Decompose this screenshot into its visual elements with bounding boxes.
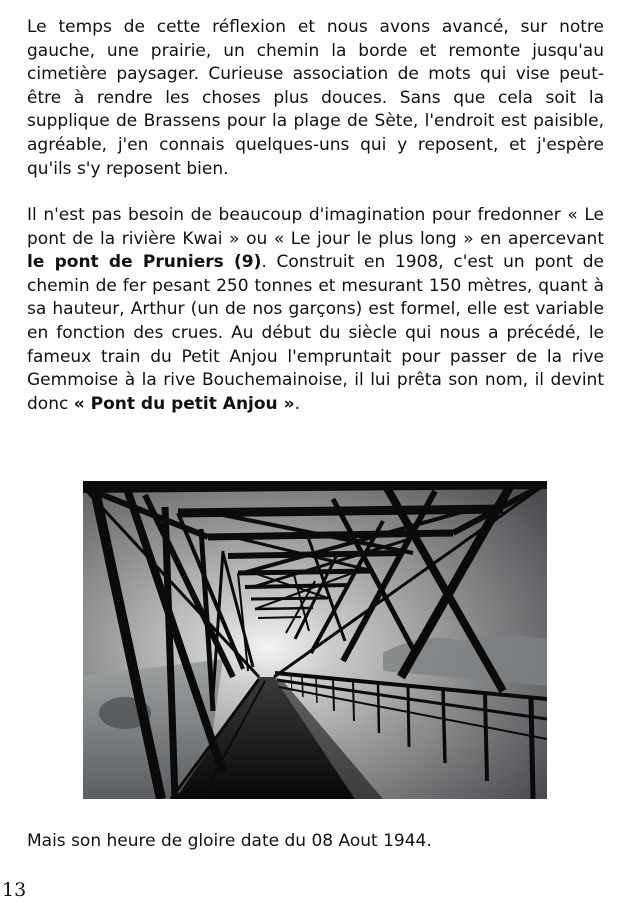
bridge-photo [83, 481, 547, 799]
bridge-nickname-bold: « Pont du petit Anjou » [73, 393, 295, 414]
paragraph-bridge-text-2: . Construit en 1908, c'est un pont de chemin de fer pesant 250 tonnes et mesurant 150 mètres, quant à sa hauteur, Arthur (un de nos garçons) est formel, elle est variable en fonction des crues. Au début du siècle qui nous a précédé, le fameux train du Petit Anjou l'empruntait pour passer de la rive Gemmoise à la rive Bouchemainoise, il lui prêta son nom, il devint donc [27, 252, 604, 414]
caption-text: Mais son heure de gloire date du 08 Aout 1944. [27, 831, 432, 851]
paragraph-bridge-text-3: . [294, 393, 300, 414]
page-number: 13 [2, 879, 27, 901]
paragraph-cemetery: Le temps de cette réflexion et nous avons avancé, sur notre gauche, une prairie, un chemin la borde et remonte jusqu'au cimetière paysager. Curieuse association de mots qui vise peut-être à rendre les choses plus douces. Sans que cela soit la supplique de Brassens pour la plage de Sète, l'endroit est paisible, agréable, j'en connais quelques-uns qui y reposent, et j'espère qu'ils s'y reposent bien. [27, 17, 604, 179]
paragraph-bridge [27, 204, 604, 416]
paragraph-bridge-text-1: Il n'est pas besoin de beaucoup d'imagination pour fredonner « Le pont de la rivière Kwai » ou « Le jour le plus long » en apercevant [27, 205, 604, 249]
bridge-name-bold: le pont de Pruniers (9) [27, 252, 262, 273]
